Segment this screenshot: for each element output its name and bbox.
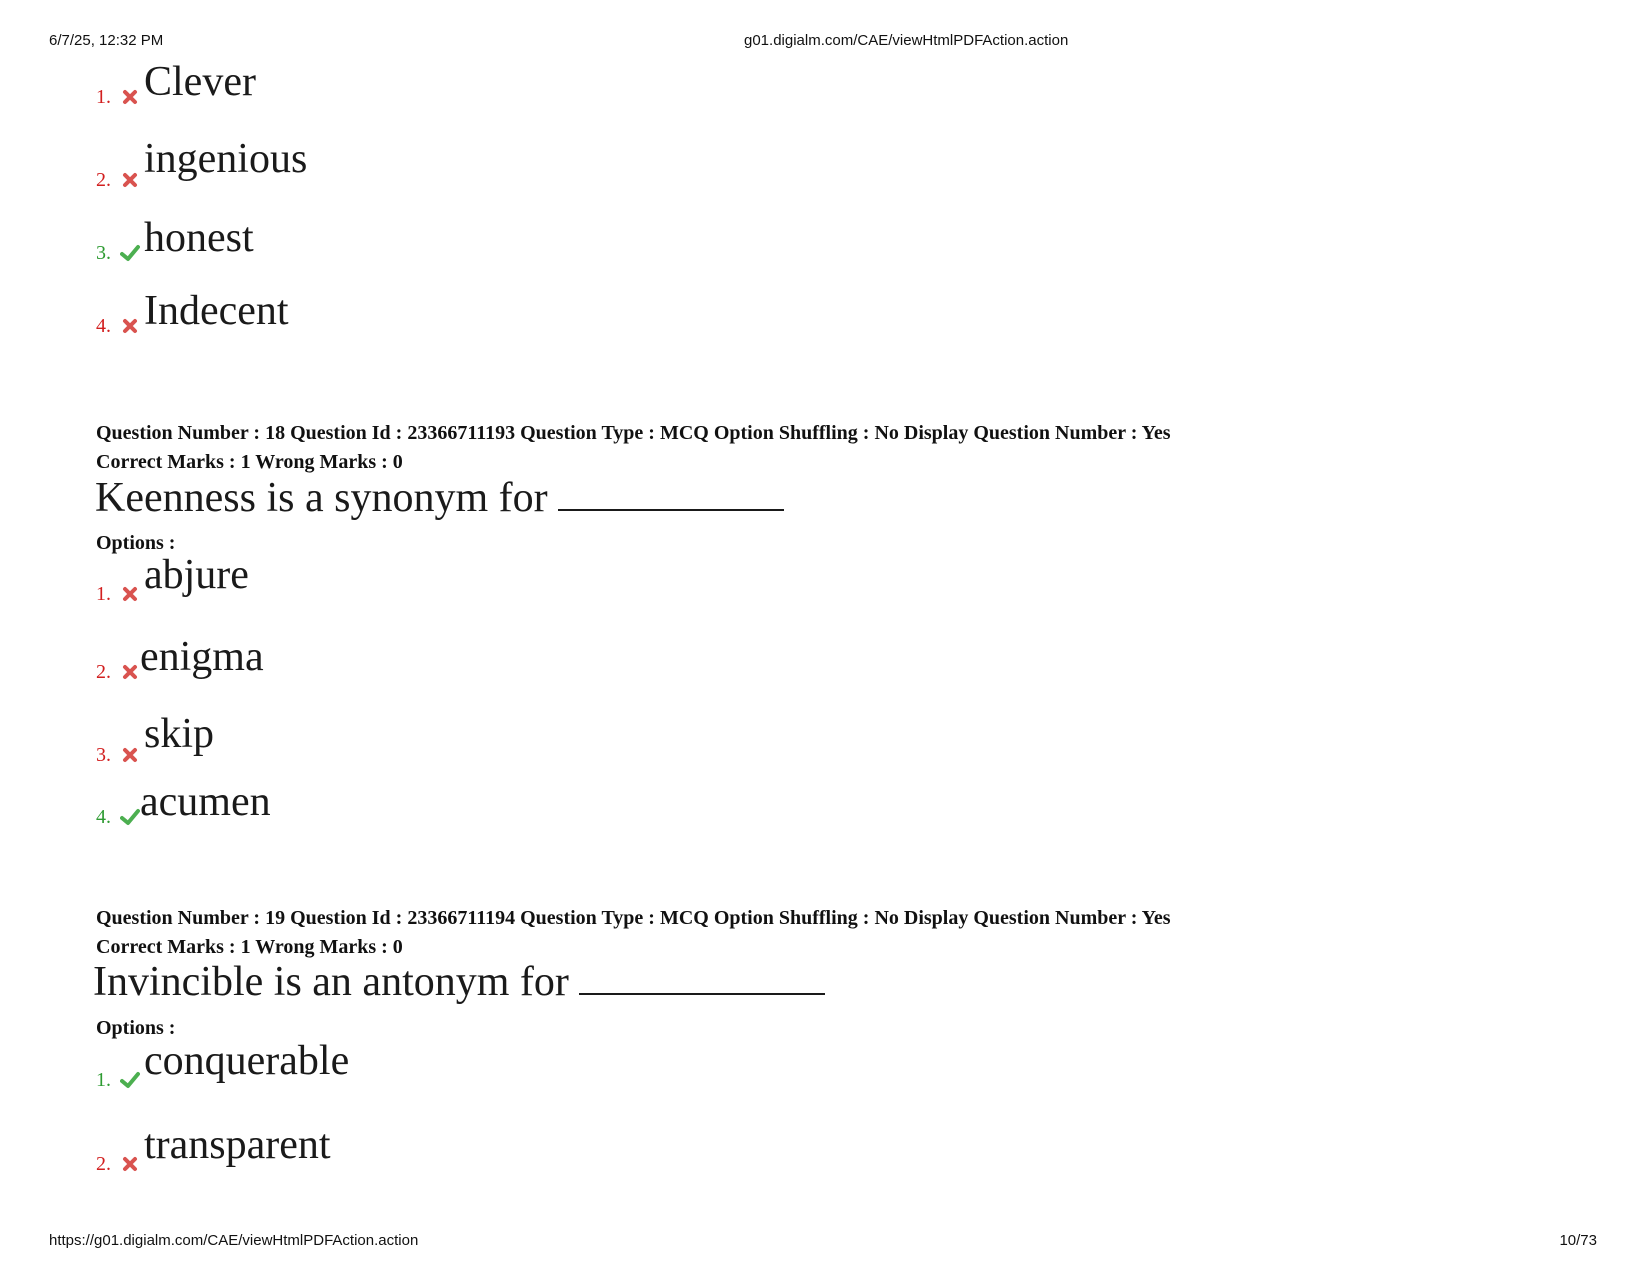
question-text — [95, 476, 784, 520]
answer-blank — [558, 479, 784, 511]
option-number: 4. — [96, 315, 111, 337]
answer-blank — [579, 963, 825, 995]
option-text: ingenious — [144, 136, 308, 182]
option-text: acumen — [140, 779, 271, 825]
print-url: g01.digialm.com/CAE/viewHtmlPDFAction.action — [744, 32, 1069, 49]
option-text: Clever — [144, 59, 256, 105]
question-meta: Question Number : 18 Question Id : 23366711193 Question Type : MCQ Option Shuffling : No Display Question Number : Yes — [96, 422, 1171, 444]
option-number: 1. — [96, 86, 111, 108]
option-text: honest — [144, 215, 254, 261]
cross-icon — [120, 663, 140, 681]
question-text — [93, 960, 825, 1004]
option-text: enigma — [140, 634, 264, 680]
option-number: 2. — [96, 1153, 111, 1175]
page-number: 10/73 — [1559, 1232, 1597, 1249]
option-text: skip — [144, 711, 215, 757]
cross-icon — [120, 585, 140, 603]
option-number: 2. — [96, 661, 111, 683]
cross-icon — [120, 317, 140, 335]
options-label: Options : — [96, 1017, 176, 1039]
cross-icon — [120, 746, 140, 764]
cross-icon — [120, 88, 140, 106]
check-icon — [120, 244, 140, 262]
options-label: Options : — [96, 532, 176, 554]
option-number: 3. — [96, 242, 111, 264]
print-datetime: 6/7/25, 12:32 PM — [49, 32, 164, 49]
option-text: Indecent — [144, 288, 289, 334]
question-meta: Question Number : 19 Question Id : 23366711194 Question Type : MCQ Option Shuffling : No Display Question Number : Yes — [96, 907, 1171, 929]
print-footer-url: https://g01.digialm.com/CAE/viewHtmlPDFAction.action — [49, 1232, 419, 1249]
option-text: transparent — [144, 1122, 331, 1168]
cross-icon — [120, 1155, 140, 1173]
question-marks: Correct Marks : 1 Wrong Marks : 0 — [96, 936, 403, 958]
option-text: conquerable — [144, 1038, 350, 1084]
option-number: 1. — [96, 583, 111, 605]
option-number: 1. — [96, 1069, 111, 1091]
question-text-content: Keenness is a synonym for — [95, 475, 548, 521]
option-number: 3. — [96, 744, 111, 766]
option-number: 2. — [96, 169, 111, 191]
option-text: abjure — [144, 552, 249, 598]
option-number: 4. — [96, 806, 111, 828]
question-marks: Correct Marks : 1 Wrong Marks : 0 — [96, 451, 403, 473]
question-text-content: Invincible is an antonym for — [93, 959, 569, 1005]
cross-icon — [120, 171, 140, 189]
check-icon — [120, 808, 140, 826]
check-icon — [120, 1071, 140, 1089]
